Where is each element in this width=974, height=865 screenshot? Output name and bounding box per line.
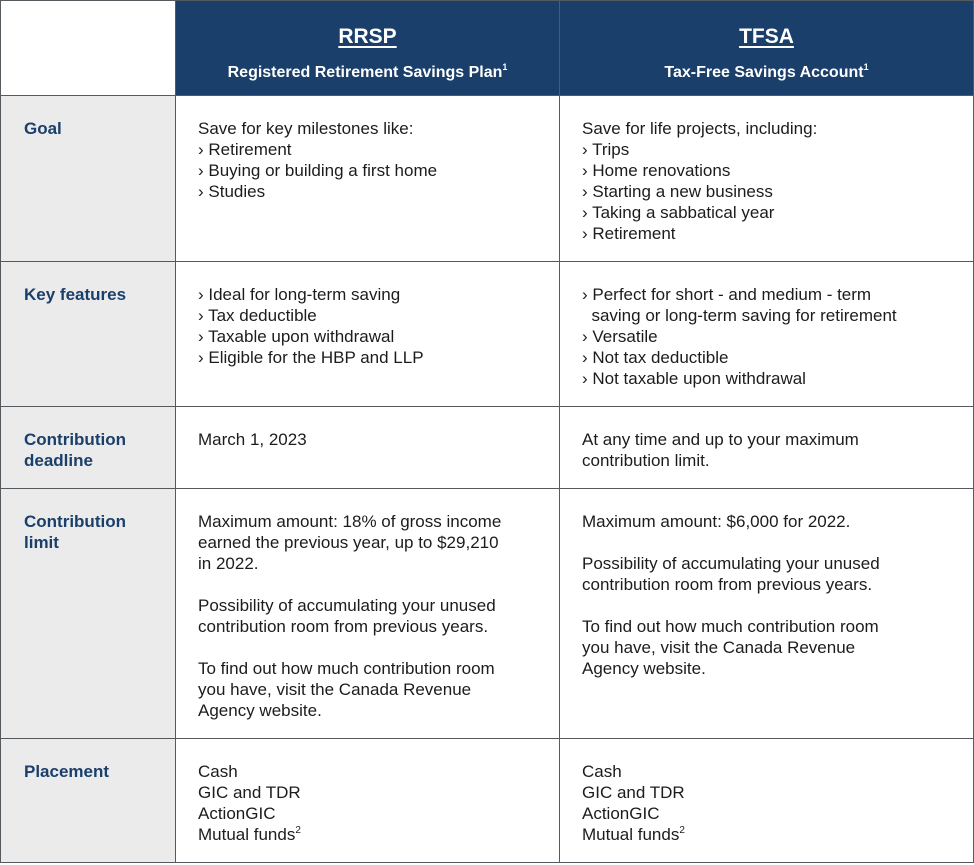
limit-tfsa-line: you have, visit the Canada Revenue bbox=[582, 638, 856, 657]
features-rrsp-line: › Eligible for the HBP and LLP bbox=[198, 348, 424, 367]
limit-rrsp-line: Possibility of accumulating your unused bbox=[198, 596, 496, 615]
placement-rrsp-cell bbox=[176, 739, 560, 863]
features-rrsp-line: › Tax deductible bbox=[198, 306, 317, 325]
row-contribution-limit bbox=[1, 489, 974, 739]
goal-tfsa-line: › Retirement bbox=[582, 224, 676, 243]
features-tfsa-line: › Not taxable upon withdrawal bbox=[582, 369, 806, 388]
footnote-ref: 2 bbox=[679, 825, 685, 836]
row-key-features bbox=[1, 262, 974, 407]
deadline-label-line: Contribution bbox=[24, 430, 126, 449]
row-label-contribution-deadline bbox=[1, 407, 176, 489]
limit-rrsp-line: To find out how much contribution room bbox=[198, 659, 495, 678]
deadline-tfsa-line: At any time and up to your maximum bbox=[582, 430, 859, 449]
limit-tfsa-line: Agency website. bbox=[582, 659, 706, 678]
deadline-label-line: deadline bbox=[24, 451, 93, 470]
limit-label-line: limit bbox=[24, 533, 59, 552]
limit-tfsa-line: To find out how much contribution room bbox=[582, 617, 879, 636]
limit-rrsp-line: earned the previous year, up to $29,210 bbox=[198, 533, 499, 552]
row-goal bbox=[1, 96, 974, 262]
limit-label-line: Contribution bbox=[24, 512, 126, 531]
limit-rrsp-line: Maximum amount: 18% of gross income bbox=[198, 512, 502, 531]
tfsa-subtitle-text: Tax-Free Savings Account bbox=[664, 64, 864, 81]
header-corner bbox=[1, 1, 176, 96]
goal-tfsa-line: Save for life projects, including: bbox=[582, 119, 818, 138]
limit-tfsa-line: Maximum amount: $6,000 for 2022. bbox=[582, 512, 851, 531]
limit-rrsp-cell bbox=[176, 489, 560, 739]
placement-rrsp-line bbox=[198, 824, 549, 845]
deadline-tfsa-line: contribution limit. bbox=[582, 451, 710, 470]
placement-tfsa-line bbox=[582, 824, 963, 845]
paragraph-gap bbox=[582, 595, 963, 616]
footnote-ref: 2 bbox=[295, 825, 301, 836]
limit-rrsp-line: in 2022. bbox=[198, 554, 259, 573]
placement-tfsa-cell bbox=[560, 739, 974, 863]
features-rrsp-cell bbox=[176, 262, 560, 407]
placement-tfsa-line: ActionGIC bbox=[582, 804, 660, 823]
rrsp-subtitle-text: Registered Retirement Savings Plan bbox=[227, 64, 503, 81]
header-rrsp bbox=[176, 1, 560, 96]
goal-rrsp-line: › Buying or building a first home bbox=[198, 161, 438, 180]
limit-rrsp-line: Agency website. bbox=[198, 701, 322, 720]
goal-tfsa-line: › Trips bbox=[582, 140, 630, 159]
row-label-contribution-limit bbox=[1, 489, 176, 739]
limit-tfsa-line: Possibility of accumulating your unused bbox=[582, 554, 880, 573]
goal-rrsp-line: › Studies bbox=[198, 182, 266, 201]
paragraph-gap bbox=[198, 637, 549, 658]
placement-tfsa-line: Cash bbox=[582, 762, 622, 781]
features-tfsa-cell bbox=[560, 262, 974, 407]
rrsp-title: RRSP bbox=[338, 25, 397, 48]
limit-tfsa-cell bbox=[560, 489, 974, 739]
row-label-key-features: Key features bbox=[1, 262, 176, 407]
header-tfsa bbox=[560, 1, 974, 96]
deadline-rrsp-cell bbox=[176, 407, 560, 489]
row-label-placement: Placement bbox=[1, 739, 176, 863]
row-placement bbox=[1, 739, 974, 863]
tfsa-subtitle bbox=[560, 63, 973, 83]
placement-rrsp-line: ActionGIC bbox=[198, 804, 276, 823]
placement-rrsp-line: GIC and TDR bbox=[198, 783, 301, 802]
placement-tfsa-line: GIC and TDR bbox=[582, 783, 685, 802]
goal-tfsa-cell bbox=[560, 96, 974, 262]
placement-tfsa-mutual-funds: Mutual funds bbox=[582, 825, 680, 844]
paragraph-gap bbox=[582, 532, 963, 553]
placement-rrsp-mutual-funds: Mutual funds bbox=[198, 825, 296, 844]
placement-rrsp-line: Cash bbox=[198, 762, 238, 781]
deadline-rrsp-line: March 1, 2023 bbox=[198, 430, 307, 449]
limit-rrsp-line: contribution room from previous years. bbox=[198, 617, 489, 636]
rrsp-footnote-ref: 1 bbox=[502, 62, 508, 72]
limit-tfsa-line: contribution room from previous years. bbox=[582, 575, 873, 594]
features-tfsa-line: saving or long-term saving for retirement bbox=[582, 306, 897, 325]
features-tfsa-line: › Perfect for short - and medium - term bbox=[582, 285, 872, 304]
tfsa-title: TFSA bbox=[739, 25, 794, 48]
rrsp-subtitle bbox=[176, 63, 559, 83]
goal-tfsa-line: › Home renovations bbox=[582, 161, 731, 180]
row-label-goal: Goal bbox=[1, 96, 176, 262]
goal-rrsp-cell bbox=[176, 96, 560, 262]
row-contribution-deadline bbox=[1, 407, 974, 489]
paragraph-gap bbox=[198, 574, 549, 595]
goal-rrsp-line: Save for key milestones like: bbox=[198, 119, 414, 138]
limit-rrsp-line: you have, visit the Canada Revenue bbox=[198, 680, 472, 699]
features-tfsa-line: › Not tax deductible bbox=[582, 348, 729, 367]
header-row bbox=[1, 1, 974, 96]
features-tfsa-line: › Versatile bbox=[582, 327, 658, 346]
tfsa-footnote-ref: 1 bbox=[863, 62, 869, 72]
deadline-tfsa-cell bbox=[560, 407, 974, 489]
goal-tfsa-line: › Starting a new business bbox=[582, 182, 773, 201]
features-rrsp-line: › Ideal for long-term saving bbox=[198, 285, 401, 304]
features-rrsp-line: › Taxable upon withdrawal bbox=[198, 327, 395, 346]
goal-tfsa-line: › Taking a sabbatical year bbox=[582, 203, 775, 222]
goal-rrsp-line: › Retirement bbox=[198, 140, 292, 159]
